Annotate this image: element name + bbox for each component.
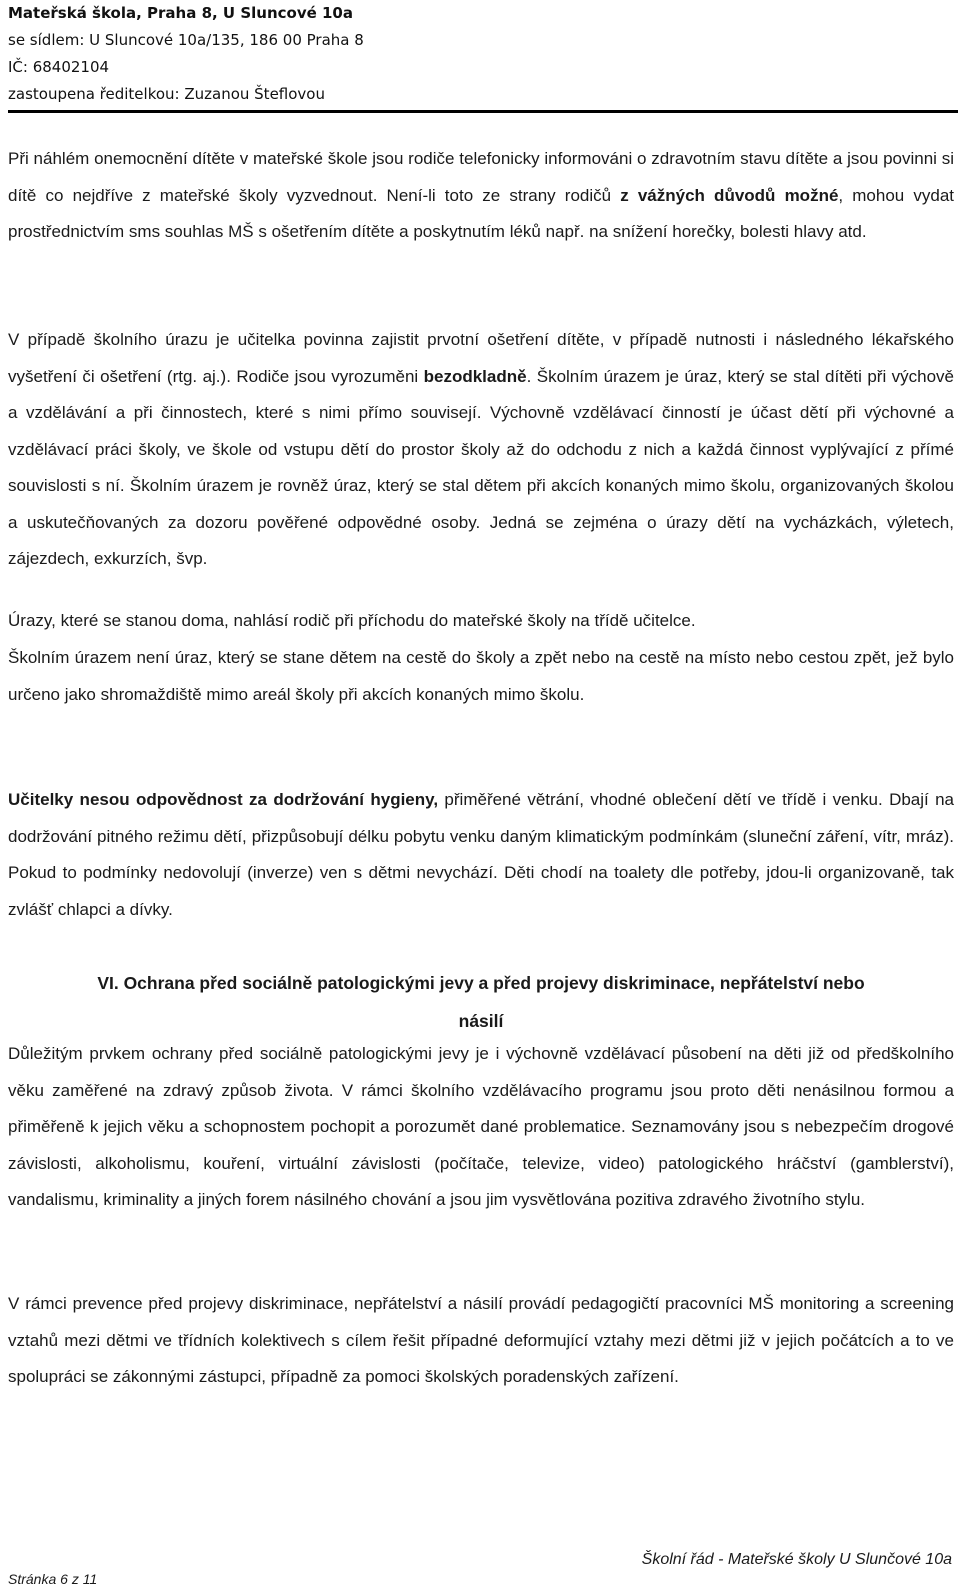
section-heading-line: násilí xyxy=(458,1011,504,1031)
paragraph-school-injury xyxy=(8,322,954,578)
paragraph-text: V případě školního úrazu je učitelka povinna zajistit prvotní ošetření dítěte, v případě nutnosti i následného lékařského vyšetření či ošetření (rtg. aj.). Rodiče jsou vyrozuměni xyxy=(8,330,954,386)
letterhead xyxy=(8,0,958,113)
paragraph-discrimination: V rámci prevence před projevy diskriminace, nepřátelství a násilí provádí pedagogičtí pracovníci MŠ monitoring a screening vztahů mezi dětmi ve třídních kolektivech s cílem řešit případné deformující vztahy mezi dětmi již v jejich počátcích a to ve spolupráci se zákonnými zástupci, případně za pomoci školských poradenských zařízení. xyxy=(8,1294,954,1386)
paragraph-not-school-injury: Školním úrazem není úraz, který se stane dětem na cestě do školy a zpět nebo na cestě na místo nebo cestou zpět, jež bylo určeno jako shromaždiště mimo areál školy při akcích konaných mimo školu. xyxy=(8,648,954,704)
paragraph-illness xyxy=(8,141,954,251)
section-heading-line: VI. Ochrana před sociálně patologickými jevy a před projevy diskriminace, nepřátelství nebo xyxy=(97,973,865,993)
footer-page-number: Stránka 6 z 11 xyxy=(8,1571,98,1587)
emphasis-text: Učitelky nesou odpovědnost za dodržování hygieny, xyxy=(8,790,439,809)
footer-document-title: Školní řád - Mateřské školy U Slunčové 10a xyxy=(641,1551,952,1568)
paragraph-text: Při náhlém onemocnění dítěte v mateřské škole jsou rodiče telefonicky informováni o zdravotním stavu dítěte a jsou povinni si dítě co nejdříve z mateřské školy vyzvednout. Není-li toto ze strany rodičů xyxy=(8,149,954,205)
school-address: se sídlem: U Sluncové 10a/135, 186 00 Praha 8 xyxy=(8,31,364,49)
school-director: zastoupena ředitelkou: Zuzanou Šteflovou xyxy=(8,85,325,103)
school-id: IČ: 68402104 xyxy=(8,58,110,76)
paragraph-home-injury: Úrazy, které se stanou doma, nahlásí rodič při příchodu do mateřské školy na třídě učitelce. xyxy=(8,611,696,630)
paragraph-hygiene xyxy=(8,782,954,928)
school-name: Mateřská škola, Praha 8, U Sluncové 10a xyxy=(8,4,353,22)
emphasis-text: bezodkladně xyxy=(423,366,527,386)
paragraph-text: . Školním úrazem je úraz, který se stal dítěti při výchově a vzdělávání a při činnostech, které s nimi přímo souvisejí. Výchovně vzdělávací činností je účast dětí při výchovné a vzdělávací práci školy, ve škole od vstupu dětí do prostor školy až do odchodu z nich a každá činnost vyplývající z přímé souvislosti s ní. Školním úrazem je rovněž úraz, který se stal dětem při akcích konaných mimo školu, organizovaných školou a uskutečňovaných za dozoru pověřené odpovědné osoby. Jedná se zejména o úrazy dětí na vycházkách, výletech, zájezdech, exkurzích, švp. xyxy=(8,366,954,568)
section-heading xyxy=(8,964,954,1040)
paragraph-text: přiměřené větrání, vhodné oblečení dětí ve třídě i venku. Dbají na dodržování pitného režimu dětí, přizpůsobují délku pobytu venku daným klimatickým podmínkám (sluneční záření, vítr, mráz). Pokud to podmínky nedovolují (inverze) ven s dětmi nevychází. Děti chodí na toalety dle potřeby, jdou-li organizovaně, tak zvlášť chlapci a dívky. xyxy=(8,790,955,919)
paragraph-text: , mohou vydat prostřednictvím sms souhlas MŠ s ošetřením dítěte a poskytnutím léků např. na snížení horečky, bolesti hlavy atd. xyxy=(8,185,954,241)
paragraph-prevention: Důležitým prvkem ochrany před sociálně patologickými jevy je i výchovně vzdělávací působení na děti již od předškolního věku zaměřené na zdravý způsob života. V rámci školního vzdělávacího programu jsou proto děti nenásilnou formou a přiměřeně k jejich věku a schopnostem pochopit a porozumět dané problematice. Seznamovány jsou s nebezpečím drogové závislosti, alkoholismu, kouření, virtuální závislosti (počítače, televize, video) patologického hráčství (gamblerství), vandalismu, kriminality a jiných forem násilného chování a jsou jim vysvětlována pozitiva zdravého životního stylu. xyxy=(8,1044,954,1209)
emphasis-text: z vážných důvodů možné xyxy=(620,185,839,205)
